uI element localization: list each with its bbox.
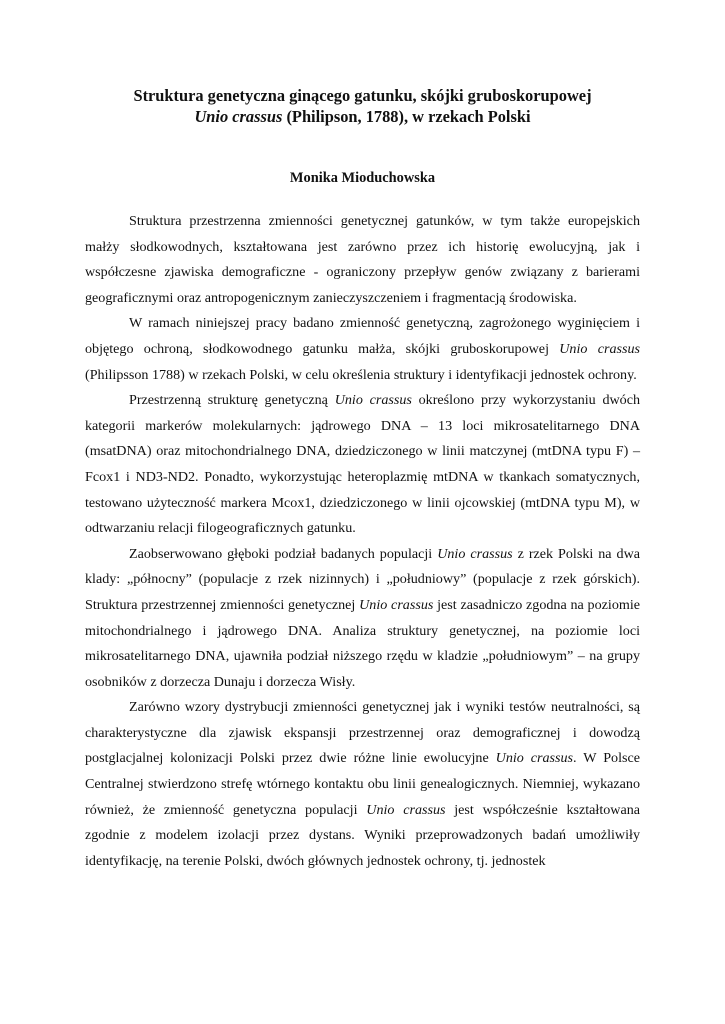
- paragraph-text: jest zasadniczo zgodna na poziomie mitochondrialnego i jądrowego DNA. Analiza struktury genetycznej, na poziomie loci mikrosatelitarnego DNA, ujawniła podział niższego rzędu w kladzie „południowym” – na grupy osobników z dorzecza Dunaju i dorzecza Wisły.: [85, 596, 641, 690]
- paragraph-text: (Philipsson 1788) w rzekach Polski, w celu określenia struktury i identyfikacji jednostek ochrony.: [85, 366, 637, 383]
- paragraph-text: jest współcześnie kształtowana zgodnie z modelem izolacji przez dystans. Wyniki przeprowadzonych badań umożliwiły identyfikację, na terenie Polski, dwóch głównych jednostek ochrony, tj. jednostek: [85, 801, 641, 869]
- author-name: Monika Mioduchowska: [289, 170, 436, 186]
- species-name: Unio crassus: [559, 340, 640, 357]
- title-line-2-rest: (Philipson, 1788), w rzekach Polski: [282, 107, 531, 126]
- paragraph-text: Zarówno wzory dystrybucji zmienności genetycznej jak i wyniki testów neutralności, są charakterystyczne dla zjawisk ekspansji przestrzennej oraz demograficznej i dowodzą postglacjalnej kolonizacji Polski przez dwie różne linie ewolucyjne: [85, 699, 640, 767]
- paragraph-text: określono przy wykorzystaniu dwóch kategorii markerów molekularnych: jądrowego DNA – 13 loci mikrosatelitarnego DNA (msatDNA) oraz mitochondrialnego DNA, dziedziczonego w linii matczynej (mtDNA typu F) – Fcox1 i ND3-ND2. Ponadto, wykorzystując heteroplazmię mtDNA w tkankach somatycznych, testowano użyteczność markera Mcox1, dziedziczonego w linii ojcowskiej (mtDNA typu M), w odtwarzaniu relacji filogeograficznych gatunku.: [85, 392, 641, 537]
- species-name: Unio crassus: [495, 750, 574, 767]
- species-name: Unio crassus: [359, 596, 434, 613]
- species-name: Unio crassus: [437, 545, 513, 562]
- paragraph-4: [85, 542, 640, 696]
- species-name: Unio crassus: [366, 801, 446, 818]
- paragraph-3: [85, 388, 640, 542]
- paragraph-text: W ramach niniejszej pracy badano zmienność genetyczną, zagrożonego wyginięciem i objętego ochroną, słodkowodnego gatunku małża, skójki gruboskorupowej: [85, 315, 640, 357]
- document-page: [85, 85, 640, 874]
- paragraph-2: [85, 311, 640, 388]
- title-line-1: Struktura genetyczna ginącego gatunku, skójki gruboskorupowej: [133, 86, 592, 105]
- paragraph-text: . W Polsce Centralnej stwierdzono strefę wtórnego kontaktu obu linii genealogicznych. Niemniej, wykazano również, że zmienność genetyczna populacji: [85, 750, 640, 818]
- abstract-body: [85, 209, 640, 874]
- paragraph-text: z rzek Polski na dwa klady: „północny” (populacje z rzek nizinnych) i „południowy” (populacje z rzek górskich). Struktura przestrzennej zmienności genetycznej: [85, 545, 641, 613]
- paragraph-text: Przestrzenną strukturę genetyczną: [129, 392, 335, 409]
- document-title: [85, 85, 640, 127]
- paragraph-5: [85, 695, 640, 874]
- paragraph-1: [85, 209, 640, 311]
- paragraph-text: Zaobserwowano głęboki podział badanych populacji: [129, 545, 438, 562]
- species-name: Unio crassus: [334, 392, 412, 409]
- paragraph-text: Struktura przestrzenna zmienności genetycznej gatunków, w tym także europejskich małży słodkowodnych, kształtowana jest zarówno przez ich historię ewolucyjną, jak i współczesne zjawiska demograficzne - ograniczony przepływ genów związany z barierami geograficznymi oraz antropogenicznym zanieczyszczeniem i fragmentacją środowiska.: [85, 213, 640, 306]
- title-species-name: Unio crassus: [194, 107, 283, 126]
